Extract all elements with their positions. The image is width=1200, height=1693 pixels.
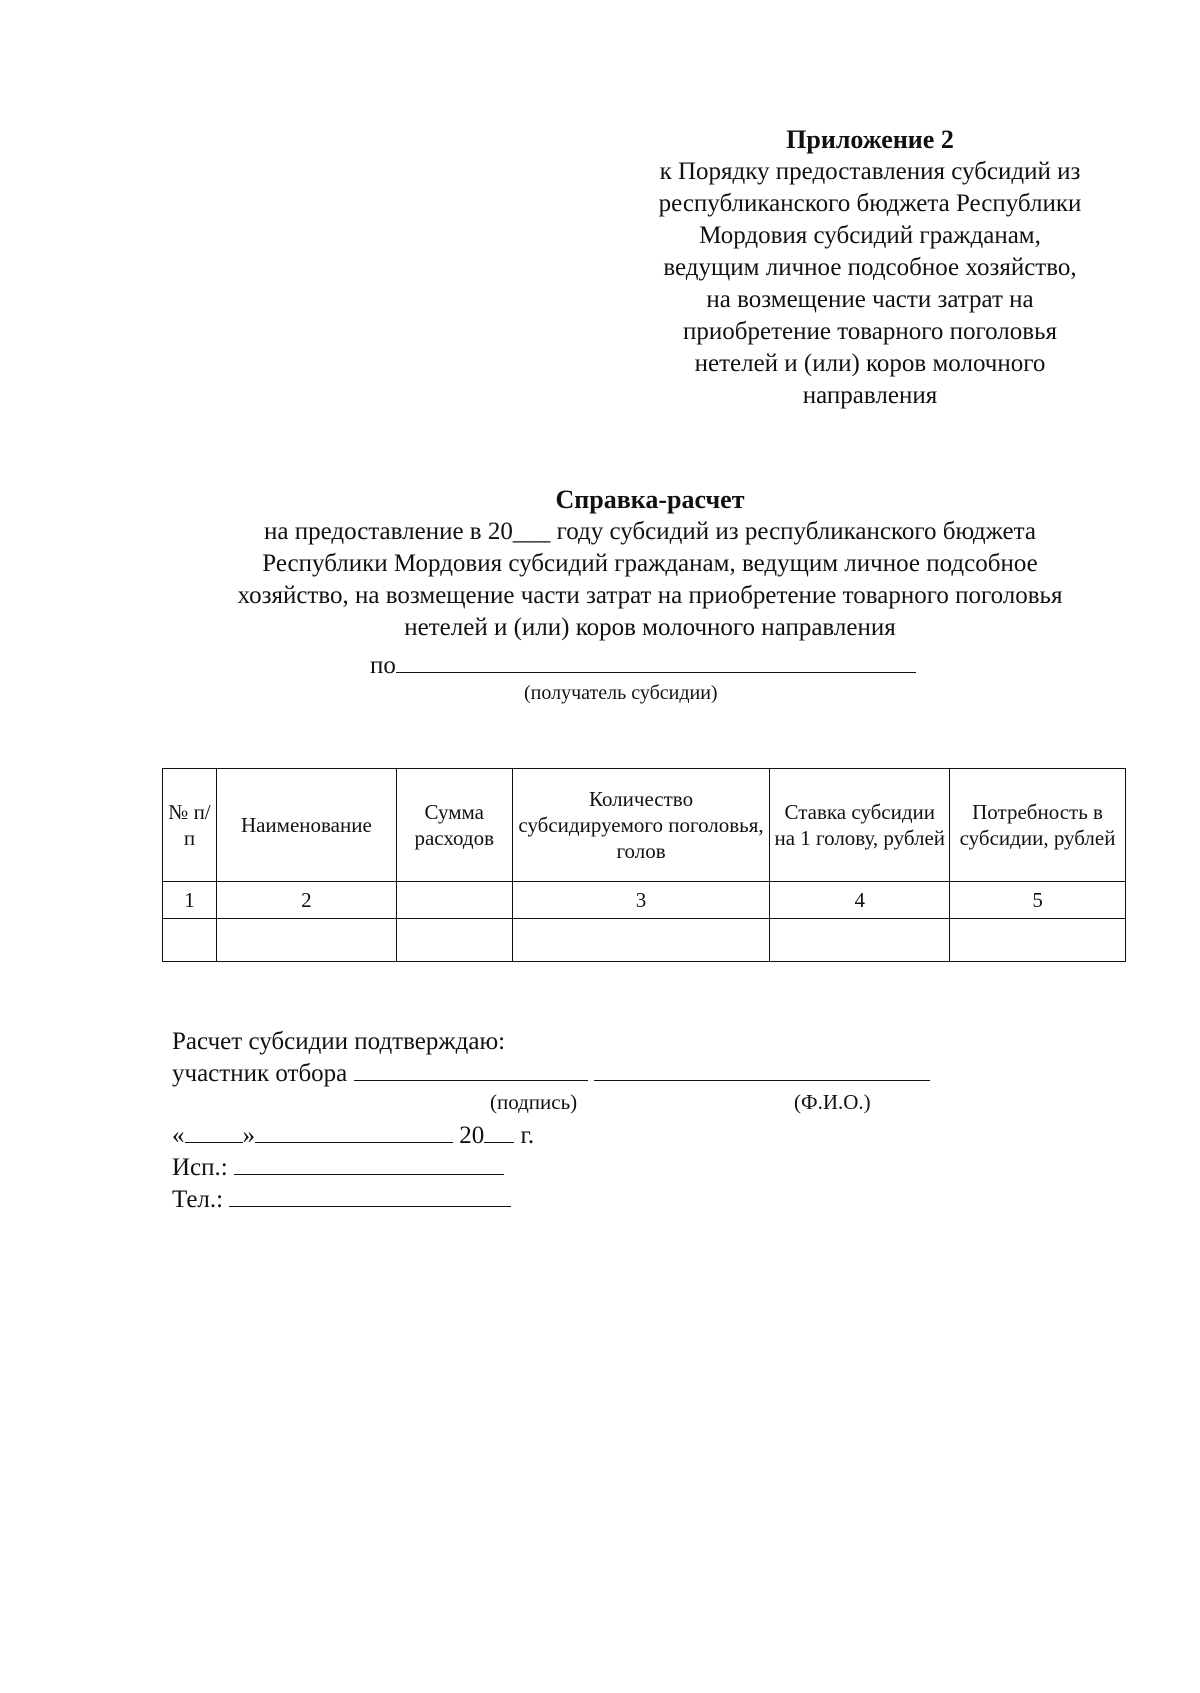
table-cell: 1: [163, 882, 217, 919]
table-cell: [396, 882, 512, 919]
month-field[interactable]: [255, 1120, 453, 1143]
table-cell[interactable]: [216, 919, 396, 962]
fio-field[interactable]: [594, 1058, 930, 1081]
table-cell[interactable]: [512, 919, 770, 962]
table-row: [163, 882, 1126, 919]
table-row: [163, 919, 1126, 962]
heading-line: на предоставление в 20___ году субсидий из республиканского бюджета: [264, 518, 1036, 545]
confirmation-block: [172, 1026, 930, 1216]
appendix-line: нетелей и (или) коров молочного: [694, 350, 1046, 377]
table-cell: 3: [512, 882, 770, 919]
appendix-block: [600, 124, 1140, 412]
appendix-line: ведущим личное подсобное хозяйство,: [663, 254, 1077, 281]
appendix-line: к Порядку предоставления субсидий из: [659, 158, 1081, 185]
date-close-quote: »: [242, 1122, 255, 1149]
phone-line: [172, 1184, 930, 1216]
date-line: [172, 1120, 930, 1152]
phone-field[interactable]: [229, 1184, 511, 1207]
table-cell: 2: [216, 882, 396, 919]
signature-caption: (подпись): [490, 1090, 578, 1114]
header-livestock-count: Количество субсидируемого поголовья, голов: [512, 769, 770, 882]
confirmation-title: Расчет субсидии подтверждаю:: [172, 1028, 506, 1055]
table-cell[interactable]: [163, 919, 217, 962]
recipient-caption: (получатель субсидии): [524, 682, 718, 704]
phone-label: Тел.:: [172, 1186, 224, 1213]
header-need: Потребность в субсидии, рублей: [950, 769, 1126, 882]
header-expenses: Сумма расходов: [396, 769, 512, 882]
recipient-field[interactable]: [396, 648, 916, 673]
executor-label: Исп.:: [172, 1154, 228, 1181]
table-cell[interactable]: [770, 919, 950, 962]
appendix-line: республиканского бюджета Республики: [658, 190, 1082, 217]
participant-label: участник отбора: [172, 1060, 348, 1087]
document-title: Справка-расчет: [555, 485, 745, 514]
executor-line: [172, 1152, 930, 1184]
heading-line: хозяйство, на возмещение части затрат на приобретение товарного поголовья: [237, 582, 1063, 609]
appendix-title: Приложение 2: [786, 125, 954, 154]
participant-line: [172, 1058, 930, 1090]
year-prefix: 20: [459, 1122, 485, 1149]
table-cell[interactable]: [396, 919, 512, 962]
year-field[interactable]: [484, 1120, 514, 1143]
header-rate: Ставка субсидии на 1 голову, рублей: [770, 769, 950, 882]
table-cell: 5: [950, 882, 1126, 919]
day-field[interactable]: [185, 1120, 243, 1143]
year-suffix: г.: [520, 1122, 535, 1149]
recipient-line: [370, 648, 916, 682]
appendix-line: на возмещение части затрат на: [706, 286, 1034, 313]
heading-line: Республики Мордовия субсидий гражданам, ведущим личное подсобное: [262, 550, 1038, 577]
signature-field[interactable]: [354, 1058, 588, 1081]
appendix-line: приобретение товарного поголовья: [683, 318, 1057, 345]
heading-line: нетелей и (или) коров молочного направления: [404, 614, 896, 641]
by-label: по: [370, 652, 396, 679]
header-number: № п/п: [163, 769, 217, 882]
calculation-table: [162, 768, 1126, 962]
appendix-line: направления: [802, 382, 938, 409]
fio-caption: (Ф.И.О.): [794, 1090, 871, 1114]
executor-field[interactable]: [234, 1152, 504, 1175]
table-cell: 4: [770, 882, 950, 919]
table-header-row: [163, 769, 1126, 882]
date-open-quote: «: [172, 1122, 185, 1149]
table-cell[interactable]: [950, 919, 1126, 962]
document-heading: [150, 484, 1150, 644]
appendix-line: Мордовия субсидий гражданам,: [699, 222, 1041, 249]
header-name: Наименование: [216, 769, 396, 882]
